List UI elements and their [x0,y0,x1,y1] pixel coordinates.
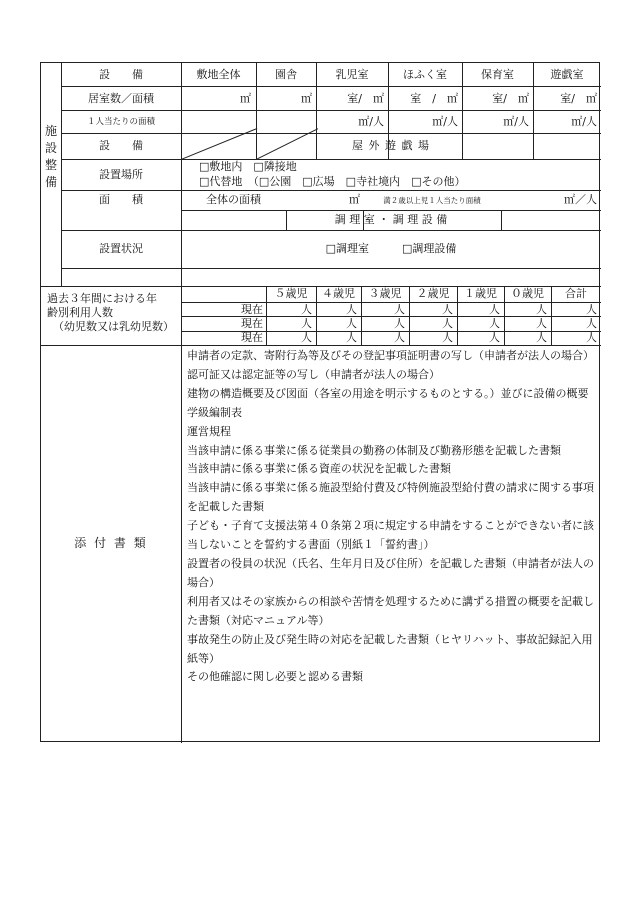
usage-row-label: 現在 [241,303,263,316]
attachments-label: 添 付 書 類 [74,536,148,550]
outdoor-playground-title: 屋 外 遊 戯 場 [352,139,430,152]
attachment-item: 事故発生の防止及び発生時の対応を記載した書類（ヒヤリハット、事故記録記入用紙等） [187,632,593,665]
usage-cell-unit: 人 [394,331,405,344]
row-rule [181,331,601,332]
usage-label-line2: 齢別利用人数 [47,306,113,319]
row-rule [41,345,601,346]
usage-row-label: 現在 [241,317,263,330]
row-rule [61,133,601,134]
area-label: 面 積 [99,193,143,206]
attachment-item: 当該申請に係る事業に係る従業員の勤務の体制及び勤務形態を記載した書類 [187,443,561,457]
kitchen-status-label: 設置状況 [99,242,143,255]
infant-room-per-person-unit: ㎡/人 [358,115,384,128]
row-rule [181,210,601,211]
usage-col-age0: ０歳児 [511,287,544,300]
usage-col-age3: ３歳児 [368,287,402,300]
usage-cell-unit: 人 [442,331,453,344]
site-area-unit: ㎡ [240,92,251,105]
usage-cell-unit: 人 [301,331,312,344]
row-rule [61,190,601,191]
facility-form [40,62,600,742]
col-header-infant-room: 乳児室 [335,68,369,81]
usage-label-line1: 過去３年間における年 [47,292,157,305]
usage-col-age5: ５歳児 [274,287,308,300]
attachment-item: 当該申請に係る事業に係る施設型給付費及び特例施設型給付費の請求に関する事項を記載した書類 [187,481,594,514]
playroom-per-person-unit: ㎡/人 [571,115,597,128]
equipment-header-label: 設 備 [99,68,143,81]
col-header-building: 園舎 [275,68,297,81]
attachment-item: 設置者の役員の状況（氏名、生年月日及び住所）を記載した書類（申請者が法人の場合） [187,556,594,589]
row-rule [61,230,601,231]
per-person-area-label: １人当たりの面積 [86,117,155,127]
usage-cell-unit: 人 [489,331,500,344]
attachment-item: 申請者の定款、寄附行為等及びその登記事項証明書の写し（申請者が法人の場合） [187,349,594,362]
usage-cell-unit: 人 [394,303,405,316]
attachment-item: 運営規程 [187,424,231,438]
usage-cell-unit: 人 [586,331,597,344]
per-child-area-label: 満２歳以上児１人当たり面積 [383,196,481,205]
facility-side-label: 施 設 整 備 [44,124,57,189]
usage-cell-unit: 人 [536,317,547,330]
usage-cell-unit: 人 [489,303,500,316]
usage-col-age1: １歳児 [464,287,497,300]
total-area-label: 全体の面積 [206,193,261,206]
col-header-crawling-room: ほふく室 [403,68,447,81]
crawling-room-unit: 室 / ㎡ [410,92,458,105]
usage-label-line3: （幼児数又は乳幼児数） [53,320,174,333]
attachments-list [187,347,597,687]
usage-cell-unit: 人 [536,303,547,316]
attachment-item: 当該申請に係る事業に係る資産の状況を記載した書類 [187,462,451,476]
outdoor-equipment-label: 設 備 [99,139,143,152]
playroom-unit: 室/ ㎡ [560,92,597,105]
attachment-item: 子ども・子育て支援法第４０条第２項に規定する申請をすることができない者に該当しないことを誓約する書面（別紙１「誓約書」） [187,519,594,552]
usage-cell-unit: 人 [301,303,312,316]
rooms-area-label: 居室数／面積 [88,92,154,105]
col-header-site: 敷地全体 [196,68,241,81]
attachment-item: 利用者又はその家族からの相談や苦情を処理するために講ずる措置の概要を記載した書類（対応マニュアル等） [187,594,594,627]
location-options-line2[interactable]: □代替地 （□公園 □広場 □寺社境内 □その他） [199,175,466,188]
usage-col-age2: ２歳児 [416,287,450,300]
usage-cell-unit: 人 [442,303,453,316]
nursery-room-per-person-unit: ㎡/人 [503,115,529,128]
usage-cell-unit: 人 [442,317,453,330]
usage-cell-unit: 人 [346,317,357,330]
per-child-area-unit: ㎡／人 [564,193,597,206]
row-rule [61,86,601,87]
total-area-unit: ㎡ [349,193,360,206]
kitchen-options[interactable]: □調理室 □調理設備 [325,242,457,255]
infant-room-unit: 室/ ㎡ [347,92,384,105]
usage-cell-unit: 人 [489,317,500,330]
usage-row-label: 現在 [241,331,263,344]
location-label: 設置場所 [99,168,143,181]
usage-cell-unit: 人 [346,303,357,316]
attachment-item: 建物の構造概要及び図面（各室の用途を明示するものとする。）並びに設備の概要 [187,386,589,400]
nursery-room-unit: 室/ ㎡ [492,92,529,105]
attachment-item: 認可証又は認定証等の写し（申請者が法人の場合） [187,367,440,381]
attachment-item: 学級編制表 [187,405,242,419]
usage-cell-unit: 人 [536,331,547,344]
kitchen-title: 調 理 室 ・ 調 理 設 備 [334,213,448,226]
row-rule [61,159,601,160]
usage-col-age4: ４歳児 [322,287,355,300]
crawling-room-per-person-unit: ㎡/人 [432,115,458,128]
row-rule [61,110,601,111]
location-options-line1[interactable]: □敷地内 □隣接地 [199,160,297,173]
col-header-playroom: 遊戯室 [550,68,584,81]
building-area-unit: ㎡ [301,92,312,105]
attachment-item: その他確認に関し必要と認める書類 [187,670,363,684]
usage-cell-unit: 人 [346,331,357,344]
row-rule [61,268,601,269]
usage-cell-unit: 人 [301,317,312,330]
col-header-nursery-room: 保育室 [481,68,514,81]
usage-cell-unit: 人 [586,317,597,330]
usage-cell-unit: 人 [586,303,597,316]
col-rule [181,63,182,743]
usage-col-total: 合計 [565,287,587,300]
usage-cell-unit: 人 [394,317,405,330]
